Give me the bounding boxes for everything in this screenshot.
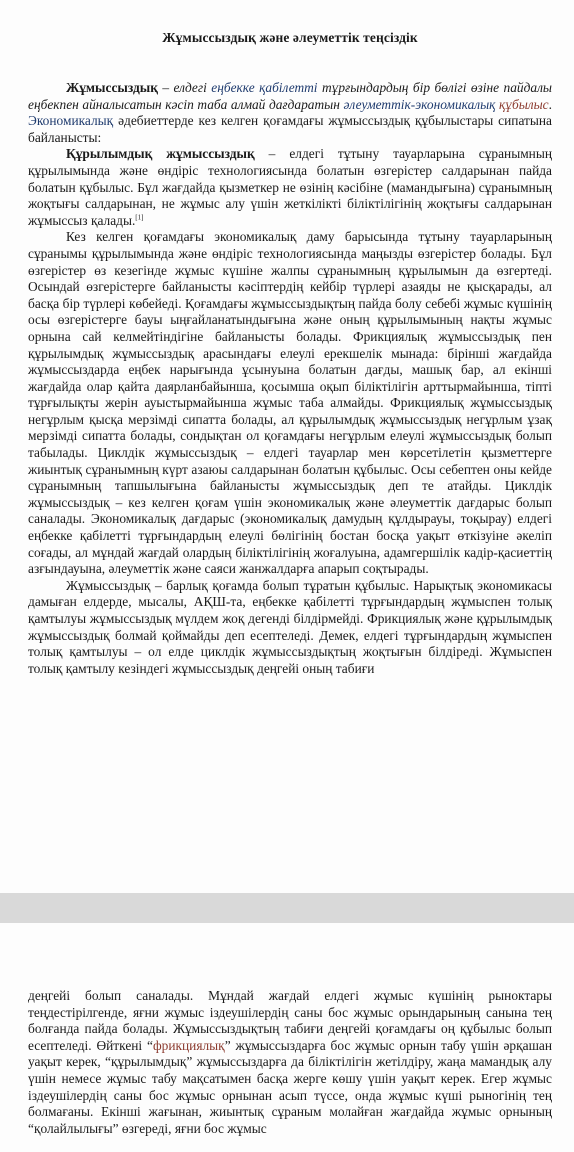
paragraph-definition: Жұмыссыздық – елдегі еңбекке қабілетті тұрғындардың бір бөлігі өзіне пайдалы еңбекпен айналысатын кәсіп таба алмай дағдаратын әлеуметтік-экономикалық құбылыс. Экономикалық әдебиеттерде кез келген қоғамдағы жұмыссыздық құбылыстары сипатына байланысты: (28, 80, 552, 145)
footnote-ref[interactable]: [1] (135, 213, 144, 222)
term-structural-unemployment: Құрылымдық жұмыссыздық (66, 146, 255, 162)
paragraph-body-2: Жұмыссыздық – барлық қоғамда болып тұратын құбылыс. Нарықтық экономикасы дамыған елдерде, мысалы, АҚШ-та, еңбекке қабілетті тұрғындардың жұмыспен толық қамтылуы жұмыссыздық мүлдем жоқ дегенді білдірмейді. Фрикциялық және құрылымдық жұмыссыздық болмай қоймайды деп есептеледі. Демек, елдегі тұрғындардың жұмыспен толық қамтылуы – ол елде циклдік жұмыссыздықтың жоқтығын білдіреді. Жұмыспен толық қамтылу кезіндегі жұмыссыздық деңгейі оның табиғи (28, 577, 552, 676)
term-unemployment: Жұмыссыздық (66, 80, 158, 95)
document-title: Жұмыссыздық және әлеуметтік теңсіздік (162, 30, 418, 45)
link-frictional[interactable]: фрикциялық (152, 1037, 225, 1053)
link-socio-economic[interactable]: әлеуметтік-экономикалық (343, 96, 496, 112)
link-phenomenon[interactable]: құбылыс (499, 96, 549, 112)
paragraph-structural: Құрылымдық жұмыссыздық – елдегі тұтыну тауарларына сұранымның құрылымында және өндіріс технологиясында болатын өзгерістер салдарынан пайда болатын құбылыс. Бұл жағдайда қызметкер не өзінің кәсібіне (мамандығына) сұранымның жоқтығы салдарынан, не жұмыс алу үшін жеткілікті біліктілігінің жоқтығы салдарынан жұмыссыз қалады.[1] (28, 146, 553, 228)
link-capable[interactable]: қабілетті (259, 80, 318, 95)
link-economic[interactable]: Экономикалық (28, 113, 114, 129)
document-page-2 (0, 923, 574, 1152)
paragraph-body-1: Кез келген қоғамдағы экономикалық даму барысында тұтыну тауарларының сұранымы құрылымында және өндіріс технологиясында маңызды өзгерістер болады. Бұл өзгерістер өз кезегінде жұмыс күшіне жалпы сұранымның құрылымын да өзгертеді. Осындай өзгерістерге байланысты кәсіптердің кейбір түрлері азаяды не қысқарады, ал басқа бір түрлері көбейеді. Қоғамдағы жұмыссыздықтың пайда болу себебі жұмыс күшінің осы өзгерістерге бауы ыңғайланатындығына және оның құрылымының нақты жұмыс орнына сай келмейтіндігіне байланысты болады. Фрикциялық жұмыссыздық пен құрылымдық жұмыссыздық арасындағы елеулі ерекшелік мынада: бірінші жағдайда жұмыссыздарда еңбек нарығында ұсынуына болатын дағды, машық бар, ал екінші жағдайда олар қайта даярланбайынша, қосымша оқып біліктілігін арттырмайынша, тіпті тұрғылықты жерін ауыстырмайынша жұмыс таба алмайды. Фрикциялық жұмыссыздық негұрлым қысқа мерзімді сипатта болады, ал құрылымдық жұмыссыздық негұрлым ұзақ мерзімді сипатта болады, сондықтан ол қоғамдағы негұрлым елеулі жұмыссыздық болып табылады. Циклдік жұмыссыздық – елдегі тауарлар мен көрсетілетін қызметтерге жиынтық сұранымның күрт азаюы салдарынан болатын құбылыс. Осы себептен оны кейде сұранымның тапшылығына байланысты жұмыссыздық деп те атайды. Циклдік жұмыссыздық – кез келген қоғам үшін экономикалық және әлеуметтік дағдарыс болып саналады. Экономикалық дағдарыс (экономикалық дамудың құлдырауы, тоқырау) елдегі еңбекке қабілетті тұрғындардың елеулі бөлігінің бостан босқа уақыт өткізуіне әкеліп соғады, ал мұндай жағдай олардың біліктілігінің жоғалуына, адамгершілік кадір-қасиеттің азғындауына, әлеуметтік және саяси жанжалдарға апарып соқтырады. (28, 229, 552, 577)
link-labor[interactable]: еңбекке (211, 80, 255, 95)
paragraph-body-3: деңгейі болып саналады. Мұндай жағдай елдегі жұмыс күшінің рыноктары теңдестірілгенде, яғни жұмыс іздеушілердің саны бос жұмыс орындарының санына тең болғанда пайда болады. Жұмыссыздықтың табиғи деңгейі қоғамдағы оң құбылыс болып есептеледі. Өйткені “фрикциялық” жұмыссыздарға бос жұмыс орнын табу үшін әрқашан уақыт керек, “құрылымдық” жұмыссыздарға да біліктілігін жетілдіру, жаңа мамандық алу үшін немесе жұмыс табу мақсатымен басқа жерге көшу үшін уақыт керек. Егер жұмыс іздеушілердің саны бос жұмыс орнынан асып түссе, онда жұмыс күші рыногінің тең болмағаны. Екінші жағынан, жиынтық сұраным молайған жағдайда жұмыс орнының “қолайлылығы” өзгереді, яғни бос жұмыс (28, 988, 553, 1136)
